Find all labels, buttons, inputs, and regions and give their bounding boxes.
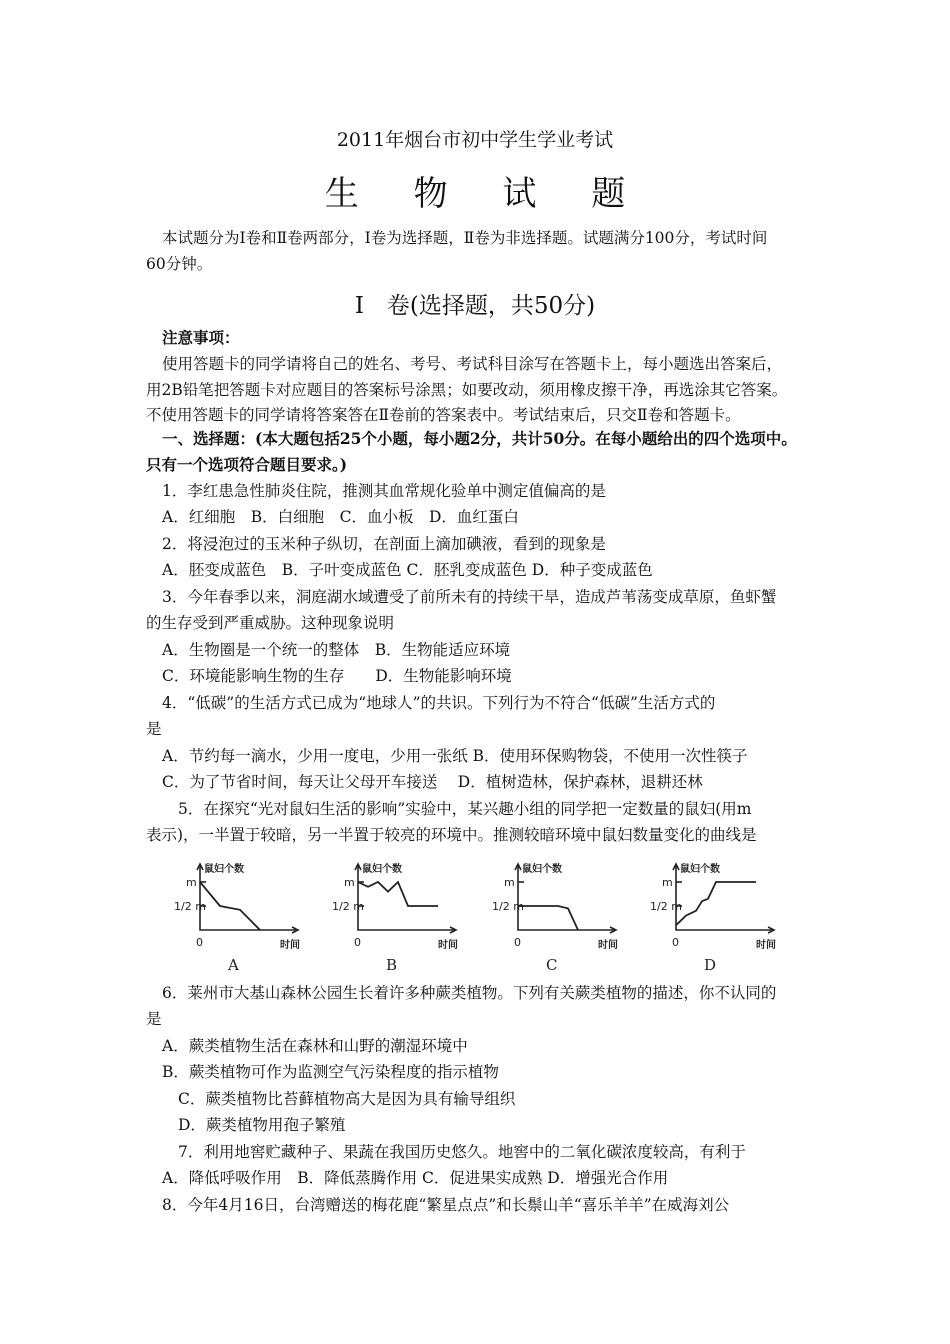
origin-label: 0: [514, 936, 521, 949]
y-tick-half-m: 1/2 m: [492, 900, 524, 913]
q7-options: A．降低呼吸作用 B．降低蒸腾作用 C．促进果实成熟 D．增强光合作用: [162, 1169, 669, 1187]
q1-options: A．红细胞 B．白细胞 C．血小板 D．血红蛋白: [162, 508, 519, 526]
q5-stem: 5．在探究“光对鼠妇生活的影响”实验中，某兴趣小组的同学把一定数量的鼠妇(用m: [178, 800, 752, 818]
q6-stem: 6．莱州市大基山森林公园生长着许多种蕨类植物。下列有关蕨类植物的描述，你不认同的: [162, 984, 777, 1002]
q6-option-b: B．蕨类植物可作为监测空气污染程度的指示植物: [162, 1063, 499, 1081]
q4-options: A．节约每一滴水，少用一度电，少用一张纸 B．使用环保购物袋，不使用一次性筷子: [162, 747, 748, 765]
x-axis-label: 时间: [756, 940, 776, 951]
q4-stem: 是: [146, 720, 162, 738]
y-axis-label: 鼠妇个数: [204, 864, 244, 875]
chart-axes: [518, 866, 614, 930]
y-tick-m: m: [344, 876, 355, 889]
figure-label-d: D: [704, 956, 717, 974]
series-line-a: [200, 882, 260, 930]
q7-stem: 7．利用地窖贮藏种子、果蔬在我国历史悠久。地窖中的二氧化碳浓度较高，有利于: [178, 1143, 746, 1161]
q3-stem: 3．今年春季以来，洞庭湖水域遭受了前所未有的持续干旱，造成芦苇荡变成草原，鱼虾蟹: [162, 588, 777, 606]
intro-line: 本试题分为Ⅰ卷和Ⅱ卷两部分，Ⅰ卷为选择题，Ⅱ卷为非选择题。试题满分100分，考试时间: [162, 229, 768, 247]
y-tick-m: m: [186, 876, 197, 889]
q6-stem: 是: [146, 1010, 162, 1028]
q5-figures: [168, 860, 788, 979]
intro-line: 60分钟。: [146, 255, 213, 273]
chart-axes: [676, 866, 772, 930]
q6-option-a: A．蕨类植物生活在森林和山野的潮湿环境中: [162, 1037, 468, 1055]
y-tick-half-m: 1/2 m: [332, 900, 364, 913]
section-title: Ⅰ 卷(选择题，共50分): [354, 293, 596, 319]
series-line-b: [358, 882, 438, 906]
subject-title: 生 物 试 题: [324, 174, 648, 214]
x-axis-label: 时间: [438, 940, 458, 951]
y-tick-m: m: [662, 876, 673, 889]
y-tick-half-m: 1/2 m: [174, 900, 206, 913]
notice-line: 使用答题卡的同学请将自己的姓名、考号、考试科目涂写在答题卡上，每小题选出答案后，: [162, 355, 783, 373]
chart-c: [492, 862, 618, 974]
part-heading: 只有一个选项符合题目要求。): [146, 455, 348, 474]
notice-heading: 注意事项：: [162, 328, 240, 347]
y-axis-label: 鼠妇个数: [522, 864, 562, 875]
q2-stem: 2．将浸泡过的玉米种子纵切，在剖面上滴加碘液，看到的现象是: [162, 535, 606, 553]
notice-line: 用2B铅笔把答题卡对应题目的答案标号涂黑；如要改动，须用橡皮擦干净，再选涂其它答案。: [146, 381, 788, 399]
y-tick-half-m: 1/2 m: [650, 900, 682, 913]
q6-option-d: D．蕨类植物用孢子繁殖: [178, 1116, 346, 1134]
part-heading: 一、选择题：(本大题包括25个小题，每小题2分，共计50分。在每小题给出的四个选项中。: [162, 429, 797, 448]
chart-b: [332, 862, 458, 974]
y-axis-label: 鼠妇个数: [680, 864, 720, 875]
figure-label-c: C: [546, 956, 558, 974]
chart-a: [174, 862, 300, 974]
q5-figures-svg: [168, 860, 788, 975]
notice-line: 不使用答题卡的同学请将答案答在Ⅱ卷前的答案表中。考试结束后，只交Ⅱ卷和答题卡。: [146, 406, 741, 424]
figure-label-b: B: [386, 956, 398, 974]
x-axis-label: 时间: [280, 940, 300, 951]
q3-stem: 的生存受到严重威胁。这种现象说明: [146, 614, 395, 632]
x-axis-label: 时间: [598, 940, 618, 951]
q2-options: A．胚变成蓝色 B．子叶变成蓝色 C．胚乳变成蓝色 D．种子变成蓝色: [162, 561, 653, 579]
y-axis-label: 鼠妇个数: [362, 864, 402, 875]
q8-stem: 8．今年4月16日，台湾赠送的梅花鹿“繁星点点”和长鬃山羊“喜乐羊羊”在威海刘公: [162, 1196, 730, 1214]
q4-options: C．为了节省时间，每天让父母开车接送 D．植树造林，保护森林，退耕还林: [162, 773, 703, 791]
origin-label: 0: [196, 936, 203, 949]
y-tick-m: m: [504, 876, 515, 889]
chart-d: [650, 862, 776, 974]
q6-option-c: C．蕨类植物比苔藓植物高大是因为具有输导组织: [178, 1090, 516, 1108]
origin-label: 0: [672, 936, 679, 949]
series-line-d: [676, 882, 756, 925]
origin-label: 0: [354, 936, 361, 949]
chart-axes: [358, 866, 454, 930]
q4-stem: 4．“低碳”的生活方式已成为“地球人”的共识。下列行为不符合“低碳”生活方式的: [162, 694, 716, 712]
q5-stem: 表示)，一半置于较暗，另一半置于较亮的环境中。推测较暗环境中鼠妇数量变化的曲线是: [146, 826, 757, 844]
q3-options: C．环境能影响生物的生存 D．生物能影响环境: [162, 667, 512, 685]
q1-stem: 1．李红患急性肺炎住院，推测其血常规化验单中测定值偏高的是: [162, 482, 606, 500]
q3-options: A．生物圈是一个统一的整体 B．生物能适应环境: [162, 641, 511, 659]
series-line-c: [518, 906, 578, 930]
exam-title: 2011年烟台市初中学生学业考试: [336, 129, 614, 151]
figure-label-a: A: [228, 956, 239, 974]
